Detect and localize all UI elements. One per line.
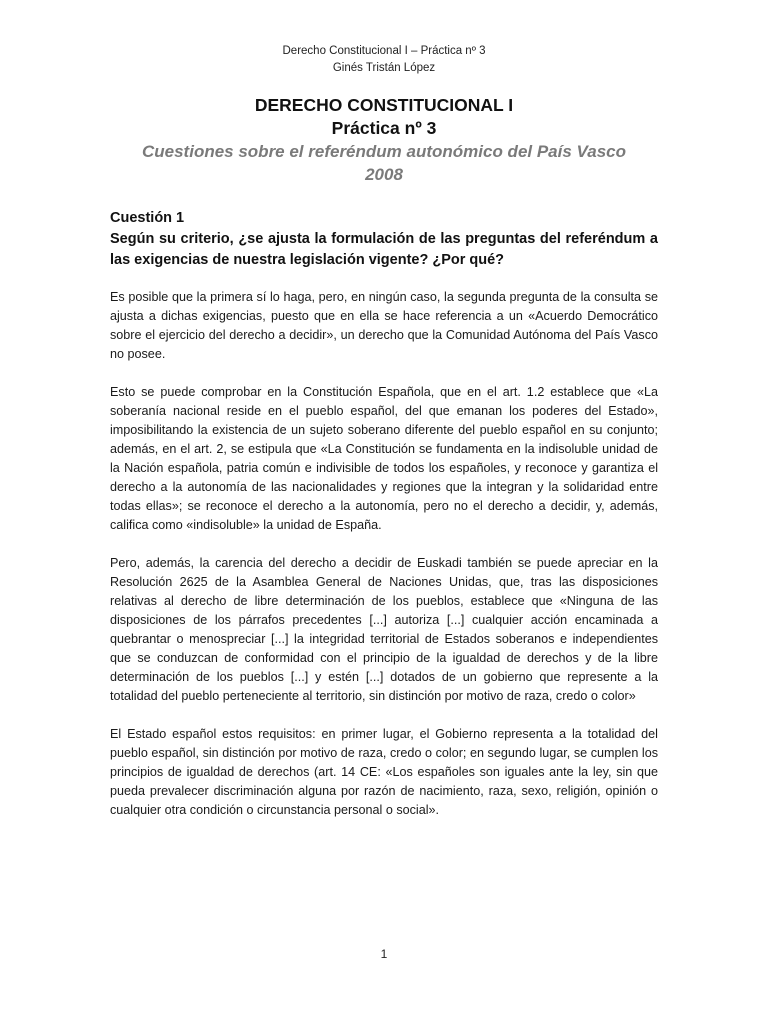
document-title: DERECHO CONSTITUCIONAL I xyxy=(254,95,514,115)
answer-paragraph: El Estado español estos requisitos: en primer lugar, el Gobierno representa a la totalidad del pueblo español, sin distinción por motivo de raza, credo o color; en segundo lugar, se cumplen los principios de igualdad de derechos (art. 14 CE: «Los españoles son iguales ante la ley, sin que pueda prevalecer discriminación alguna por razón de nacimiento, raza, sexo, religión, opinión o cualquier otra condición o circunstancia personal o social». xyxy=(110,727,658,817)
running-header xyxy=(110,43,658,77)
page-number: 1 xyxy=(380,947,388,961)
title-block xyxy=(110,94,658,186)
document-topic-line1: Cuestiones sobre el referéndum autonómico del País Vasco xyxy=(141,142,626,161)
answer-paragraph: Es posible que la primera sí lo haga, pero, en ningún caso, la segunda pregunta de la consulta se ajusta a dichas exigencias, puesto que en ella se hace referencia a un «Acuerdo Democrático sobre el ejercicio del derecho a decidir», un derecho que la Comunidad Autónoma del País Vasco no posee. xyxy=(110,290,658,361)
answer-body xyxy=(110,288,658,839)
document-topic-line2: 2008 xyxy=(365,165,403,184)
question-text: Según su criterio, ¿se ajusta la formulación de las preguntas del referéndum a las exigencias de nuestra legislación vigente? ¿Por qué? xyxy=(110,231,658,268)
question-block xyxy=(110,208,658,271)
document-subtitle: Práctica nº 3 xyxy=(331,118,437,138)
header-author-line: Ginés Tristán López xyxy=(332,62,436,74)
question-heading: Cuestión 1 xyxy=(110,210,185,226)
answer-paragraph: Esto se puede comprobar en la Constitución Española, que en el art. 1.2 establece que «La soberanía nacional reside en el pueblo español, del que emanan los poderes del Estado», imposibilitando la existencia de un sujeto soberano diferente del pueblo español en su conjunto; además, en el art. 2, se estipula que «La Constitución se fundamenta en la indisoluble unidad de la Nación española, patria común e indivisible de todos los españoles, y reconoce y garantiza el derecho a la autonomía de las nacionalidades y regiones que la integran y la solidaridad entre todas ellas»; se reconoce el derecho a la autonomía, pero no el derecho a decidir, y, además, califica como «indisoluble» la unidad de España. xyxy=(110,385,658,532)
header-course-line: Derecho Constitucional I – Práctica nº 3 xyxy=(282,45,486,57)
answer-paragraph: Pero, además, la carencia del derecho a decidir de Euskadi también se puede apreciar en la Resolución 2625 de la Asamblea General de Naciones Unidas, que, tras las disposiciones relativas al derecho de libre determinación de los pueblos, establece que «Ninguna de las disposiciones de los párrafos precedentes [...] autoriza [...] cualquier acción encaminada a quebrantar o menospreciar [...] la integridad territorial de Estados soberanos e independientes que se conduzcan de conformidad con el principio de la igualdad de derechos y de la libre determinación de los pueblos [...] y estén [...] dotados de un gobierno que represente a la totalidad del pueblo perteneciente al territorio, sin distinción por motivo de raza, credo o color» xyxy=(110,556,658,703)
